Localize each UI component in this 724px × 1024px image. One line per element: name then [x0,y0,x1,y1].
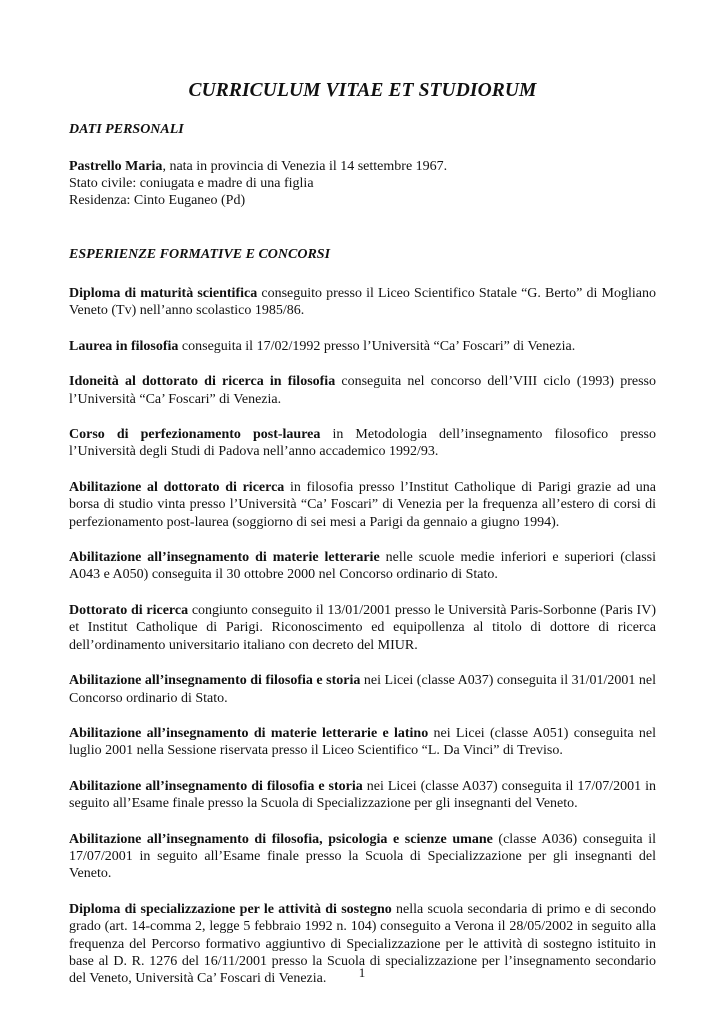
entry-title: Dottorato di ricerca [69,602,189,618]
entry-title: Diploma di specializzazione per le attività di sostegno [69,901,392,917]
education-entry [69,338,656,355]
entry-text: in Metodologia dell’insegnamento filosofico presso l’Università degli Studi di Padova nell’anno accademico 1992/93. [69,427,656,460]
entry-text: nei Licei (classe A051) conseguita nel luglio 2001 nella Sessione riservata presso il Liceo Scientifico “L. Da Vinci” di Treviso. [69,725,656,759]
entry-text: congiunto conseguito il 13/01/2001 presso le Università Paris-Sorbonne (Paris IV) et Institut Catholique di Parigi. Riconoscimento ed equipollenza al titolo di dottore di ricerca dell’ordinamento universitario italiano con decreto del MIUR. [69,602,656,653]
education-entry [69,426,656,461]
person-name: Pastrello Maria [69,159,163,174]
entry-text: conseguito presso il Liceo Scientifico Statale “G. Berto” di Mogliano Veneto (Tv) nell’anno scolastico 1985/86. [69,286,657,319]
education-entry [69,602,656,654]
entry-title: Abilitazione all’insegnamento di filosofia e storia [69,673,361,689]
document-page [69,80,656,1006]
page-number: 1 [358,965,366,980]
personal-data-heading: DATI PERSONALI [69,122,184,137]
personal-name-line [69,158,656,175]
entry-text: (classe A036) conseguita il 17/07/2001 in seguito all’Esame finale presso la Scuola di Specializzazione per gli insegnanti del Veneto. [69,831,656,882]
entry-title: Idoneità al dottorato di ricerca in filosofia [69,374,336,390]
person-birth: , nata in provincia di Venezia il 14 settembre 1967. [162,159,448,174]
entry-title: Abilitazione all’insegnamento di materie letterarie [69,550,380,566]
education-entry [69,831,656,883]
entry-title: Corso di perfezionamento post-laurea [69,427,321,443]
personal-data-block [69,158,656,209]
education-entry [69,373,656,408]
education-entry [69,479,656,531]
entry-text: conseguita il 17/02/1992 presso l’Università “Ca’ Foscari” di Venezia. [178,338,576,354]
entry-title: Laurea in filosofia [69,338,179,354]
education-entry [69,672,656,707]
document-title: CURRICULUM VITAE ET STUDIORUM [188,80,537,101]
civil-status: Stato civile: coniugata e madre di una figlia [69,176,314,191]
education-entry [69,778,656,813]
education-entry [69,549,656,584]
education-entry [69,725,656,760]
entry-text: nei Licei (classe A037) conseguita il 31/01/2001 nel Concorso ordinario di Stato. [69,673,657,706]
education-entries [69,285,656,988]
entry-title: Abilitazione al dottorato di ricerca [69,479,285,495]
entry-text: nelle scuole medie inferiori e superiori (classi A043 e A050) conseguita il 30 ottobre 2000 nel Concorso ordinario di Stato. [69,550,656,583]
entry-title: Abilitazione all’insegnamento di materie letterarie e latino [69,725,429,741]
education-entry [69,285,656,320]
entry-text: nei Licei (classe A037) conseguita il 17/07/2001 in seguito all’Esame finale presso la Scuola di Specializzazione per gli insegnanti del Veneto. [69,778,656,812]
residence: Residenza: Cinto Euganeo (Pd) [69,193,246,208]
entry-text: conseguita nel concorso dell’VIII ciclo (1993) presso l’Università “Ca’ Foscari” di Venezia. [69,374,656,407]
education-heading: ESPERIENZE FORMATIVE E CONCORSI [69,247,331,262]
entry-text: in filosofia presso l’Institut Catholique di Parigi grazie ad una borsa di studio vinta presso l’Università “Ca’ Foscari” di Venezia per la frequenza all’estero di corsi di perfezionamento post-laurea (soggiorno di sei mesi a Parigi da gennaio a giugno 1994). [69,479,656,530]
entry-title: Abilitazione all’insegnamento di filosofia e storia [69,778,363,794]
entry-title: Abilitazione all’insegnamento di filosofia, psicologia e scienze umane [69,831,493,847]
entry-text: nella scuola secondaria di primo e di secondo grado (art. 14-comma 2, legge 5 febbraio 1992 n. 104) conseguito a Verona il 28/05/2002 in seguito alla frequenza del Percorso formativo aggiuntivo di Specializzazione per le attività di sostegno istituito in base al D. R. 1276 del 16/11/2001 presso la Scuola di specializzazione per l’insegnamento secondario del Veneto, Università Ca’ Foscari di Venezia. [69,901,656,987]
entry-title: Diploma di maturità scientifica [69,286,258,301]
